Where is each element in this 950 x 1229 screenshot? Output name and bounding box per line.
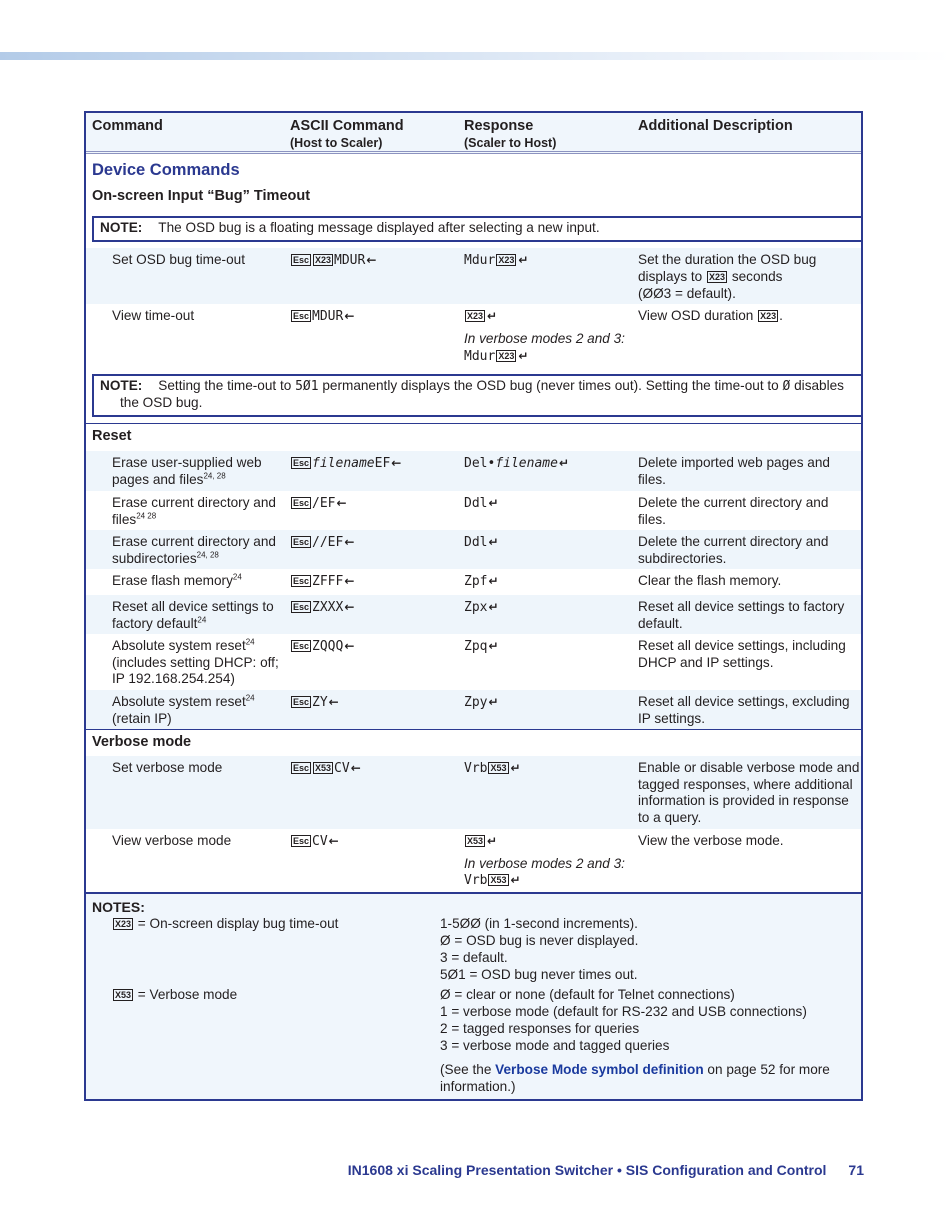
return-icon: ↵ — [488, 638, 499, 653]
table-row: Erase current directory and files$^{24 28}$ Esc /EF← Ddl↵ Delete the current directory and files. — [112, 494, 829, 527]
table-row: Reset all device settings to factory default$^{24}$ Esc ZXXX← Zpx↵ Reset all device settings to factory default. — [86, 595, 861, 634]
table-header — [86, 113, 861, 154]
arrow-left-icon: ← — [336, 495, 347, 510]
esc-key-icon: Esc — [293, 497, 310, 508]
table-row: Erase flash memory$^{24}$ Esc ZFFF← Zpf↵ Clear the flash memory. — [112, 572, 782, 589]
table-row: Absolute system reset$^{24}$ (retain IP) Esc ZY← Zpy↵ Reset all device settings, excluding IP settings. — [86, 690, 861, 729]
return-icon: ↵ — [487, 833, 498, 848]
esc-key-icon: Esc — [293, 640, 310, 651]
esc-key-icon: Esc — [293, 254, 310, 265]
return-icon: ↵ — [518, 252, 529, 267]
table-row: Set OSD bug time-out Esc X23 MDUR← Mdur X23 ↵ Set the duration the OSD bug displays to X23 seconds (ØØ3 = default). — [86, 248, 861, 304]
variable-key-icon: X53 — [467, 835, 484, 846]
arrow-left-icon: ← — [391, 455, 402, 470]
notes-box — [84, 892, 863, 1101]
header-description: Additional Description — [638, 118, 793, 134]
return-icon: ↵ — [488, 599, 499, 614]
return-icon: ↵ — [488, 694, 499, 709]
x23-definition: X23 = On-screen display bug time-out — [115, 916, 339, 931]
footer-title: IN1608 xi Scaling Presentation Switcher • SIS Configuration and Control — [347, 1162, 827, 1178]
return-icon: ↵ — [488, 534, 499, 549]
timeout-note: NOTE: Setting the time-out to 5Ø1 permanently displays the OSD bug (never times out). Setting the time-out to Ø disables the OSD bug. — [92, 374, 863, 417]
bug-subheading: On-screen Input “Bug” Timeout — [92, 188, 311, 204]
top-accent-bar — [0, 52, 950, 60]
table-row: View time-out Esc MDUR← X23 ↵ In verbose modes 2 and 3: Mdur X23 ↵ View OSD duration X23 . — [112, 307, 783, 364]
verbose-subheading: Verbose mode — [86, 729, 861, 756]
verbose-mode-link[interactable]: Verbose Mode symbol definition — [495, 1062, 704, 1078]
page-number: 71 — [848, 1162, 864, 1178]
arrow-left-icon: ← — [366, 252, 377, 267]
x23-values: 1-5ØØ (in 1-second increments). Ø = OSD bug is never displayed. 3 = default. 5Ø1 = OSD bug never times out. — [440, 916, 639, 982]
arrow-left-icon: ← — [344, 534, 355, 549]
variable-key-icon: X53 — [490, 762, 507, 773]
section-title: Device Commands — [92, 161, 240, 179]
arrow-left-icon: ← — [344, 573, 355, 588]
arrow-left-icon: ← — [344, 308, 355, 323]
variable-key-icon: X53 — [115, 990, 132, 1000]
table-row: Erase user-supplied web pages and files$^{24, 28}$ Esc filenameEF← Del•filename↵ Delete imported web pages and files. — [86, 451, 861, 491]
return-icon: ↵ — [487, 308, 498, 323]
table-row: Absolute system reset$^{24}$ (includes setting DHCP: off; IP 192.168.254.254) Esc ZQQQ← Zpq↵ Reset all device settings, including DHCP and IP settings. — [112, 637, 846, 687]
x53-values: Ø = clear or none (default for Telnet connections) 1 = verbose mode (default for RS-232 and USB connections) 2 = tagged responses for queries 3 = verbose mode and tagged queries (See the Verbose Mode symbol definition on page 52 for more information.) — [440, 987, 830, 1095]
variable-key-icon: X23 — [498, 254, 515, 265]
variable-key-icon: X23 — [315, 254, 332, 265]
esc-key-icon: Esc — [293, 310, 310, 321]
command-table — [84, 111, 863, 895]
return-icon: ↵ — [488, 573, 499, 588]
variable-key-icon: X53 — [315, 762, 332, 773]
esc-key-icon: Esc — [293, 575, 310, 586]
esc-key-icon: Esc — [293, 696, 310, 707]
page-footer — [348, 1162, 864, 1179]
arrow-left-icon: ← — [328, 833, 339, 848]
table-row: Set verbose mode Esc X53 CV← Vrb X53 ↵ Enable or disable verbose mode and tagged responses, where additional information is provided in response to a query. — [86, 756, 861, 829]
variable-key-icon: X53 — [490, 875, 507, 886]
return-icon: ↵ — [510, 760, 521, 775]
header-command: Command — [92, 118, 163, 134]
reset-subheading: Reset — [86, 423, 861, 451]
esc-key-icon: Esc — [293, 457, 310, 468]
table-row: View verbose mode Esc CV← X53 ↵ In verbose modes 2 and 3: Vrb X53 ↵ View the verbose mode. — [112, 832, 784, 889]
return-icon: ↵ — [510, 873, 521, 888]
arrow-left-icon: ← — [344, 599, 355, 614]
variable-key-icon: X23 — [760, 310, 777, 321]
esc-key-icon: Esc — [293, 835, 310, 846]
arrow-left-icon: ← — [328, 694, 339, 709]
variable-key-icon: X23 — [709, 271, 726, 282]
esc-key-icon: Esc — [293, 536, 310, 547]
header-response: Response (Scaler to Host) — [464, 118, 557, 150]
variable-key-icon: X23 — [498, 350, 515, 361]
header-ascii: ASCII Command (Host to Scaler) — [290, 118, 404, 150]
x53-definition: X53 = Verbose mode — [115, 987, 238, 1002]
variable-key-icon: X23 — [115, 919, 132, 929]
notes-title: NOTES: — [92, 899, 145, 915]
variable-key-icon: X23 — [467, 310, 484, 321]
esc-key-icon: Esc — [293, 601, 310, 612]
return-icon: ↵ — [488, 495, 499, 510]
arrow-left-icon: ← — [344, 638, 355, 653]
table-row: Erase current directory and subdirectories$^{24, 28}$ Esc //EF← Ddl↵ Delete the current directory and subdirectories. — [86, 530, 861, 569]
osd-note: NOTE: The OSD bug is a floating message displayed after selecting a new input. — [92, 216, 863, 242]
return-icon: ↵ — [518, 348, 529, 363]
arrow-left-icon: ← — [350, 760, 361, 775]
return-icon: ↵ — [558, 455, 569, 470]
esc-key-icon: Esc — [293, 762, 310, 773]
